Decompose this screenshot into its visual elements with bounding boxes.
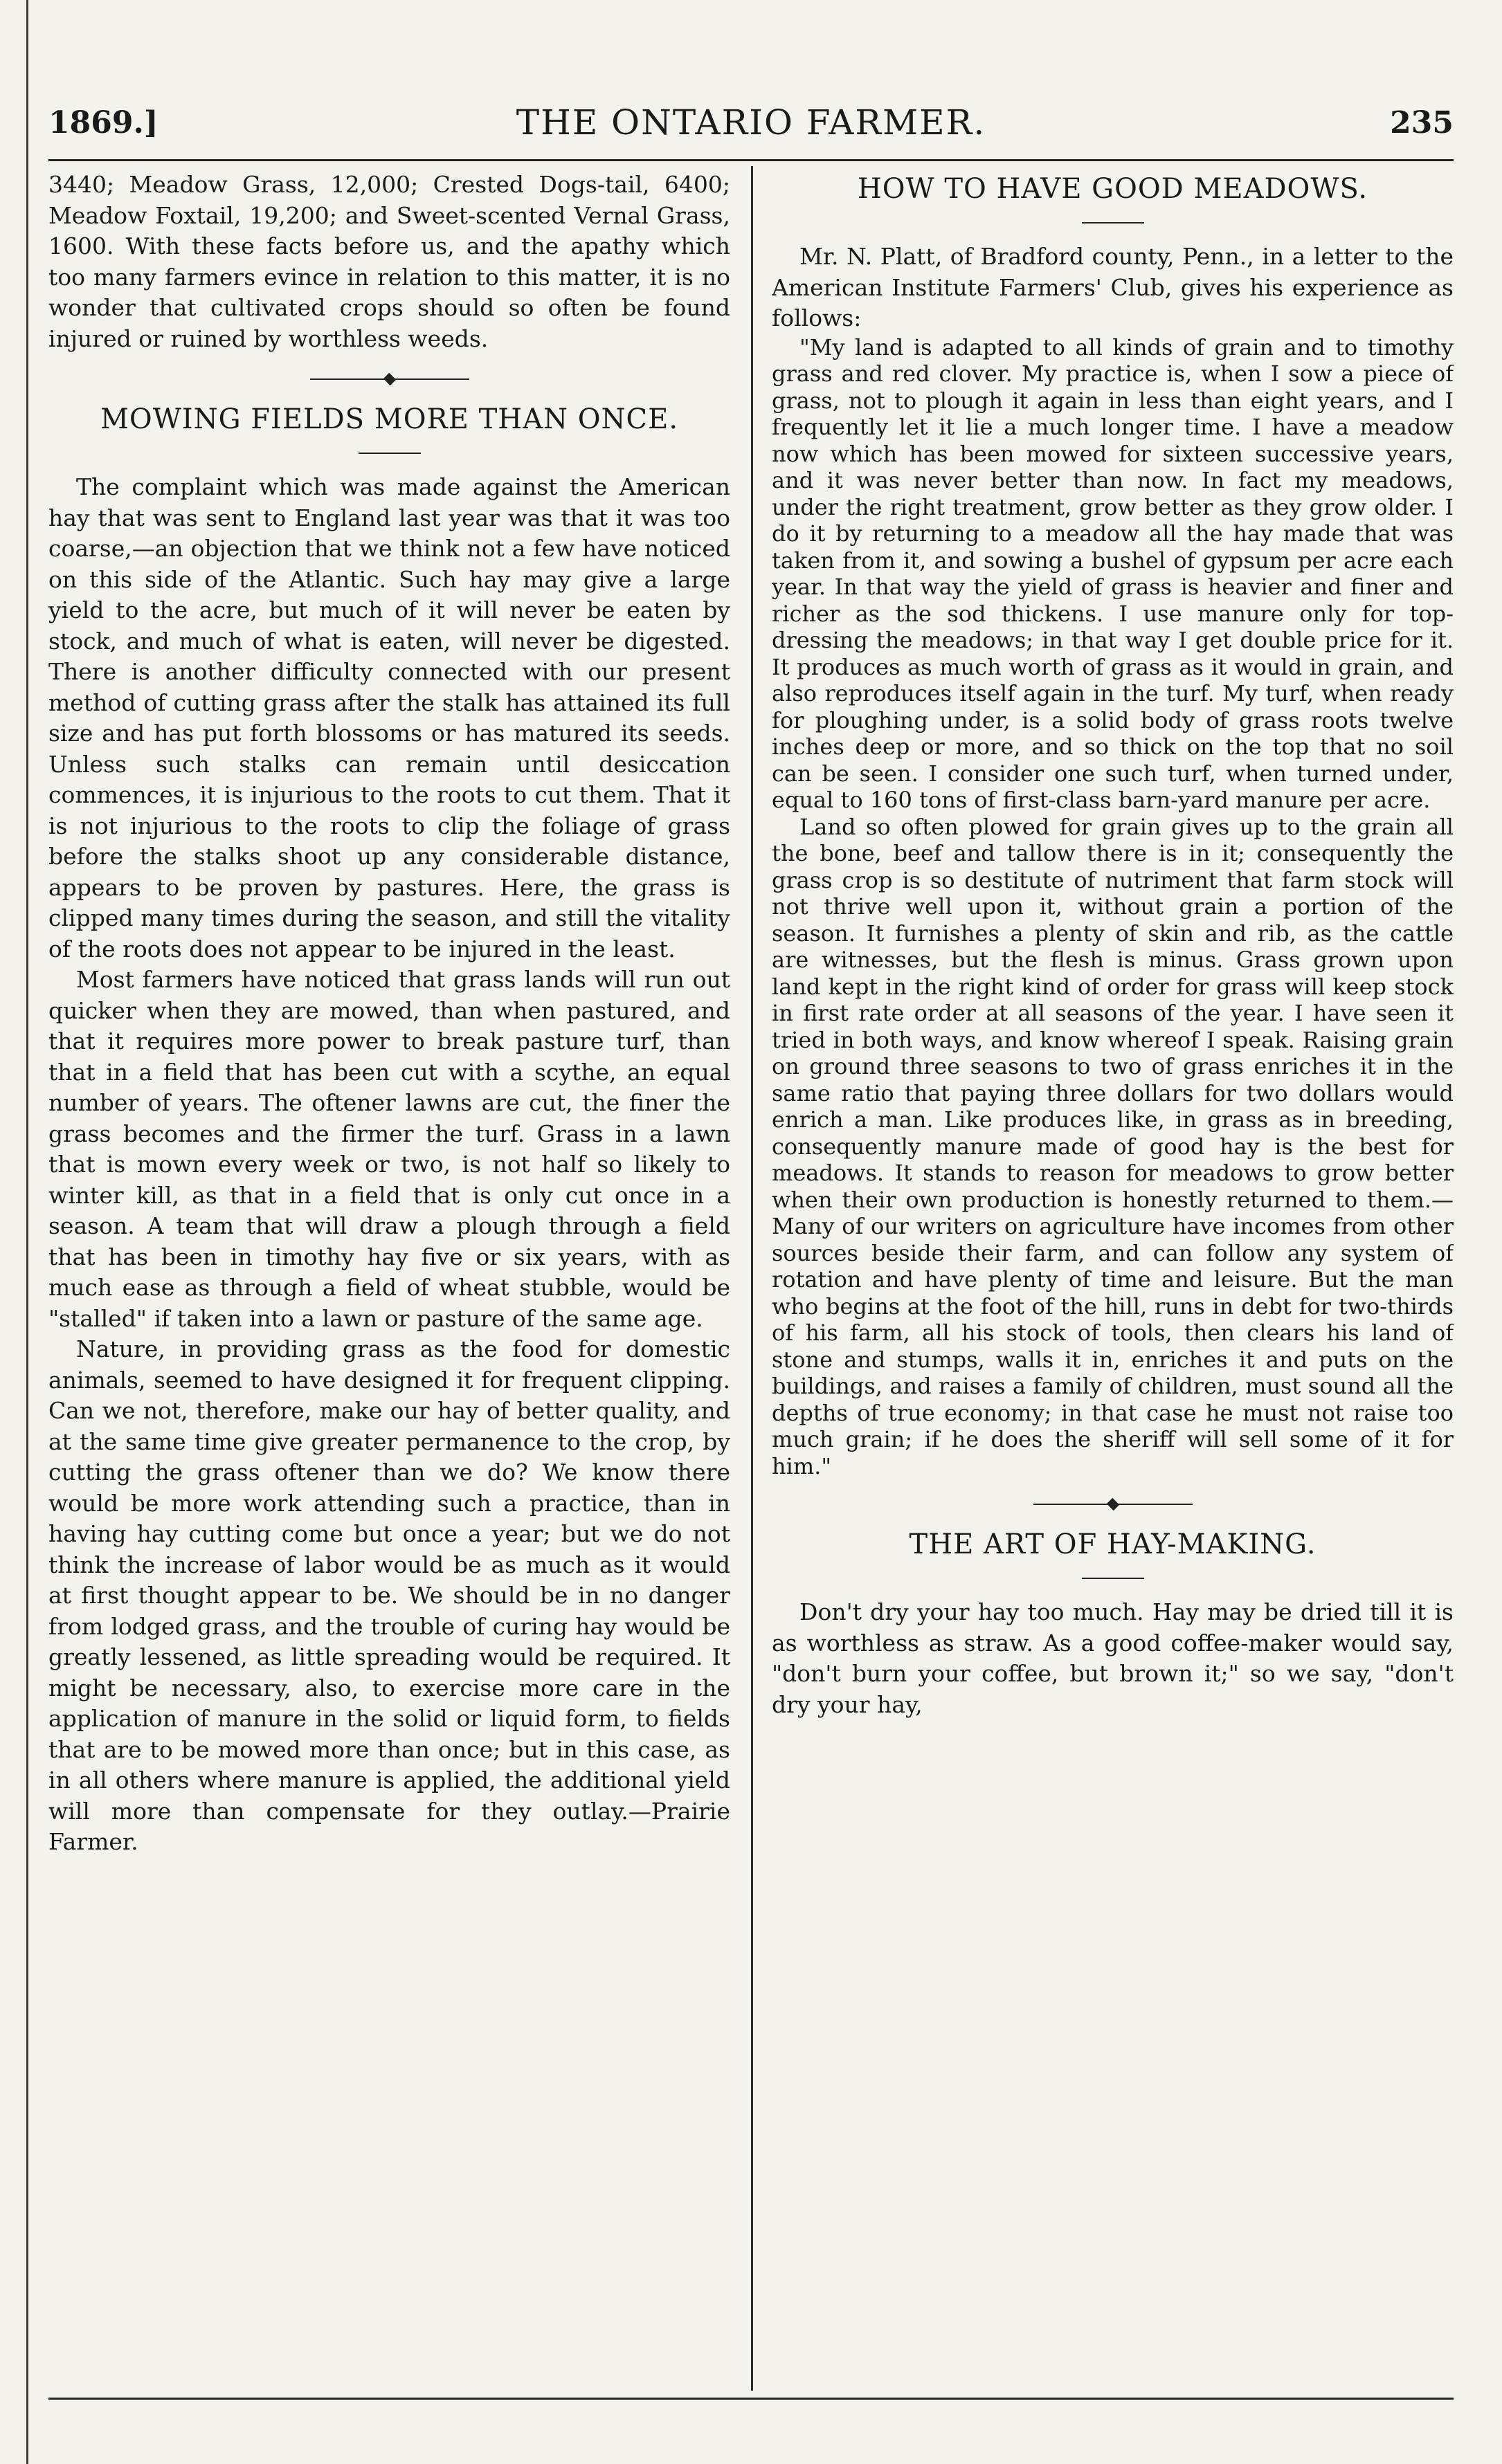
title-underline-rule: [1082, 1578, 1144, 1579]
article-intro-paragraph: Mr. N. Platt, of Bradford county, Penn., in a letter to the American Institute Farmers' Club, gives his experience as follows:: [772, 243, 1454, 331]
binding-margin-rule: [26, 0, 28, 2464]
header-year: 1869.]: [48, 105, 159, 140]
article-title-good-meadows: HOW TO HAVE GOOD MEADOWS.: [857, 173, 1368, 205]
title-underline-rule: [1082, 222, 1144, 223]
running-header: [48, 90, 1454, 161]
continued-paragraph: 3440; Meadow Grass, 12,000; Crested Dogs-tail, 6400; Meadow Foxtail, 19,200; and Sweet-scented Vernal Grass, 1600. With these facts before us, and the apathy which too many farmers evince in relation to this matter, it is no wonder that cultivated crops should so often be found injured or ruined by worthless weeds.: [48, 171, 730, 352]
article-title-mowing-fields: MOWING FIELDS MORE THAN ONCE.: [100, 403, 679, 435]
quote-paragraph: "My land is adapted to all kinds of grain and to timothy grass and red clover. My practice is, when I sow a piece of grass, not to plough it again in less than eight years, and I frequently let it lie a much longer time. I have a meadow now which has been mowed for sixteen successive years, and it was never better than now. In fact my meadows, under the right treatment, grow better as they grow older. I do it by returning to a meadow all the hay made that was taken from it, and sowing a bushel of gypsum per acre each year. In that way the yield of grass is heavier and finer and richer as the sod thickens. I use manure only for top-dressing the meadows; in that way I get double price for it. It produces as much worth of grass as it would in grain, and also reproduces itself again in the turf. My turf, when ready for ploughing under, is a solid body of grass roots twelve inches deep or more, and so thick on the top that no soil can be seen. I consider one such turf, when turned under, equal to 160 tons of first-class barn-yard manure per acre.: [772, 334, 1454, 813]
article-title-hay-making: THE ART OF HAY-MAKING.: [909, 1528, 1316, 1560]
bottom-rule: [48, 2398, 1454, 2400]
publication-title: THE ONTARIO FARMER.: [516, 102, 986, 143]
page-number: 235: [1390, 105, 1454, 140]
quoted-letter: [772, 334, 1454, 1480]
title-underline-rule: [359, 453, 421, 454]
quote-paragraph: Land so often plowed for grain gives up to the grain all the bone, beef and tallow there is in it; consequently the grass crop is so destitute of nutriment that farm stock will not thrive well upon it, without grain a portion of the season. It furnishes a plenty of skin and rib, as the cattle are witnesses, but the flesh is minus. Grass grown upon land kept in the right kind of order for grass will keep stock in first rate order at all seasons of the year. I have seen it tried in both ways, and know whereof I speak. Raising grain on ground three seasons to two of grass enriches it in the same ratio that paying three dollars for two dollars would enrich a man. Like produces like, in grass as in breeding, consequently manure made of good hay is the best for meadows. It stands to reason for meadows to grow better when their own production is honestly returned to them.—Many of our writers on agriculture have incomes from other sources beside their farm, and can follow any system of rotation and have plenty of time and leisure. But the man who begins at the foot of the hill, runs in debt for two-thirds of his farm, all his stock of tools, then clears his land of stone and stumps, walls it in, enriches it and puts on the buildings, and raises a family of children, must sound all the depths of true economy; in that case he must not raise too much grain; if he does the sheriff will sell some of it for him.": [772, 813, 1454, 1479]
article-paragraph: Nature, in providing grass as the food for domestic animals, seemed to have designed it for frequent clipping. Can we not, therefore, make our hay of better quality, and at the same time give greater permanence to the crop, by cutting the grass oftener than we do? We know there would be more work attending such a practice, than in having hay cutting come but once a year; but we do not think the increase of labor would be as much as it would at first thought appear to be. We should be in no danger from lodged grass, and the trouble of curing hay would be greatly lessened, as little spreading would be required. It might be necessary, also, to exercise more care in the application of manure in the solid or liquid form, to fields that are to be mowed more than once; but in this case, as in all others where manure is applied, the additional yield will more than compensate for they outlay.—Prairie Farmer.: [48, 1335, 730, 1855]
section-divider-ornament: [310, 374, 469, 385]
article-paragraph: Don't dry your hay too much. Hay may be dried till it is as worthless as straw. As a good coffee-maker would say, "don't burn your coffee, but brown it;" so we say, "don't dry your hay,: [772, 1598, 1454, 1718]
newspaper-page: [48, 90, 1454, 2415]
article-paragraph: Most farmers have noticed that grass lands will run out quicker when they are mowed, than when pastured, and that it requires more power to break pasture turf, than that in a field that has been cut with a scythe, an equal number of years. The oftener lawns are cut, the finer the grass becomes and the firmer the turf. Grass in a lawn that is mown every week or two, is not half so likely to winter kill, as that in a field that is only cut once in a season. A team that will draw a plough through a field that has been in timothy hay five or six years, with as much ease as through a field of wheat stubble, would be "stalled" if taken into a lawn or pasture of the same age.: [48, 966, 730, 1332]
right-column: [772, 170, 1454, 2384]
section-divider-ornament: [1033, 1499, 1193, 1510]
left-column: [48, 170, 730, 2384]
column-divider: [751, 166, 753, 2391]
article-paragraph: The complaint which was made against the American hay that was sent to England last year was that it was too coarse,—an objection that we think not a few have noticed on this side of the Atlantic. Such hay may give a large yield to the acre, but much of it will never be eaten by stock, and much of what is eaten, will never be digested. There is another difficulty connected with our present method of cutting grass after the stalk has attained its full size and has put forth blossoms or has matured its seeds. Unless such stalks can remain until desiccation commences, it is injurious to the roots to cut them. That it is not injurious to the roots to clip the foliage of grass before the stalks shoot up any considerable distance, appears to be proven by pastures. Here, the grass is clipped many times during the season, and still the vitality of the roots does not appear to be injured in the least.: [48, 473, 730, 962]
